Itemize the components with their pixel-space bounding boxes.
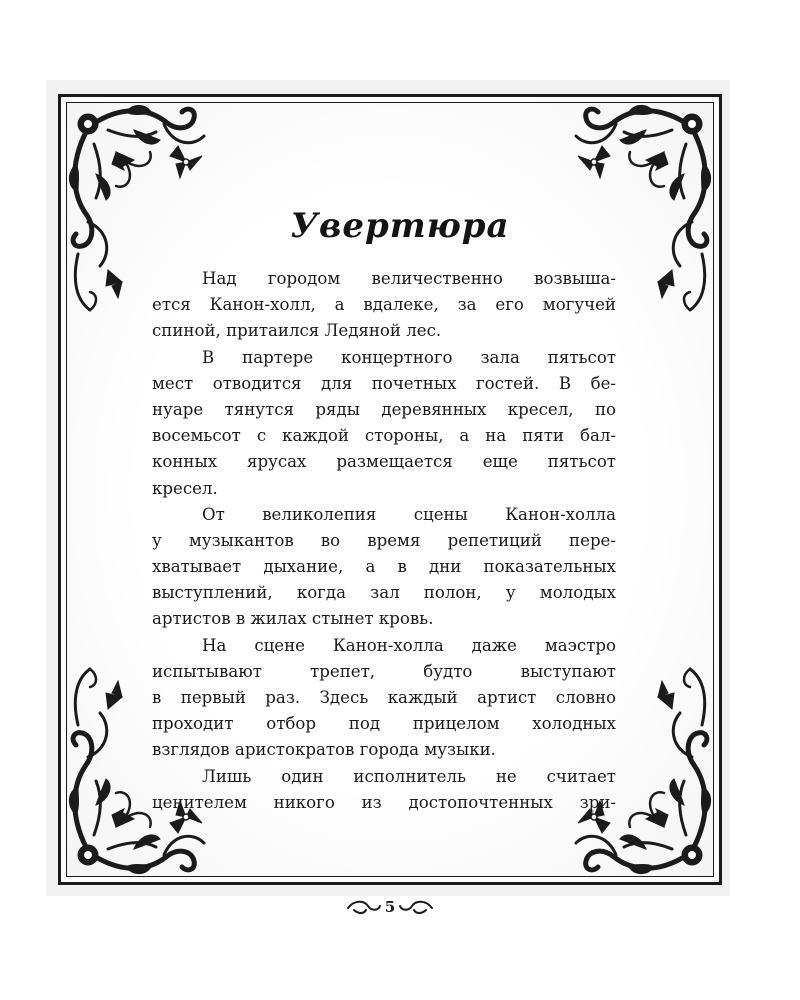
text-line: у музыкантов во время репетиций пере- [152,530,616,550]
body-text [152,266,616,816]
text-line: выступлений, когда зал полон, у молодых [152,583,616,603]
text-line: мест отводится для почетных гостей. В бе- [152,373,616,393]
text-line: испытывают трепет, будто выступают [152,661,616,681]
text-line: конных ярусах размещается еще пятьсот [152,452,616,472]
text-line: ется Канон-холл, а вдалеке, за его могучей [152,295,616,315]
text-line: восемьсот с каждой стороны, а на пяти бал- [152,426,616,446]
text-line: Над городом величественно возвыша- [202,269,616,288]
text-line: хватывает дыхание, а в дни показательных [152,557,616,577]
text-line: кресел. [152,478,218,498]
text-line: в первый раз. Здесь каждый артист словно [152,688,616,707]
chapter-title: Увертюра [290,206,510,246]
text-line: Лишь один исполнитель не считает [202,766,616,786]
text-line: взглядов аристократов города музыки. [152,740,496,760]
page-number: 5 [384,898,396,916]
text-line: нуаре тянутся ряды деревянных кресел, по [152,399,616,419]
text-line: От великолепия сцены Канон-холла [202,504,616,524]
text-line: спиной, притаился Ледяной лес. [152,321,442,341]
page-folio [340,896,440,918]
text-line: артистов в жилах стынет кровь. [152,609,434,629]
text-line: проходит отбор под прицелом холодных [152,714,616,734]
text-line: На сцене Канон-холла даже маэстро [202,635,616,655]
text-line: В партере концертного зала пятьсот [202,347,616,367]
text-line: ценителем никого из достопочтенных зри- [152,792,616,812]
